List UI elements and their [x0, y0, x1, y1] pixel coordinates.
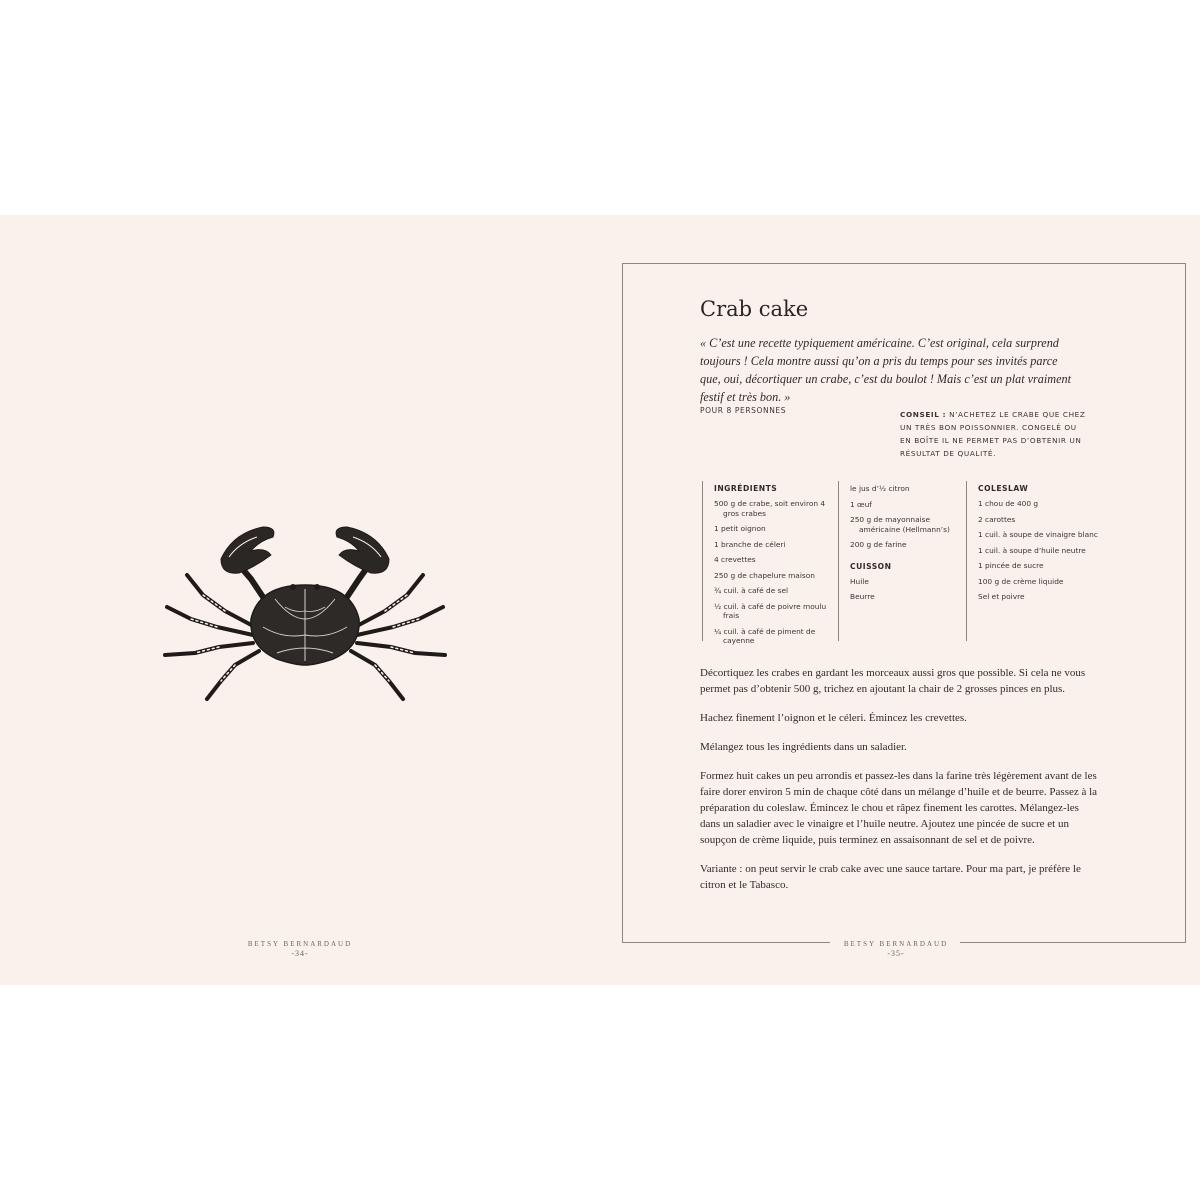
- ingredients-column-1: [702, 481, 830, 645]
- list-item: Beurre: [850, 592, 875, 601]
- list-item: ½ cuil. à café de poivre moulu frais: [714, 601, 827, 620]
- ingredients-list-2: [850, 484, 962, 550]
- recipe-title: Crab cake: [700, 297, 809, 321]
- ingredients-list-1: [714, 499, 830, 646]
- coleslaw-column: [966, 481, 1104, 641]
- list-item: ¾ cuil. à café de sel: [714, 586, 789, 595]
- crab-icon: [155, 515, 455, 705]
- list-item: 1 branche de céleri: [714, 539, 786, 549]
- list-item: Huile: [850, 576, 869, 586]
- list-item: 1 cuil. à soupe d’huile neutre: [978, 545, 1086, 555]
- conseil-label: CONSEIL :: [900, 410, 947, 419]
- list-item: 1 pincée de sucre: [978, 561, 1044, 570]
- list-item: 250 g de chapelure maison: [714, 570, 815, 580]
- book-spread: [0, 215, 1200, 985]
- list-item: 4 crevettes: [714, 555, 756, 564]
- variant-paragraph: Variante : on peut servir le crab cake avec une sauce tartare. Pour ma part, je préfère le citron et le Tabasco.: [700, 863, 1081, 891]
- servings: POUR 8 PERSONNES: [700, 406, 787, 415]
- ingredients-column-2: [838, 481, 962, 641]
- conseil-text: N’ACHETEZ LE CRABE QUE CHEZ UN TRÈS BON POISSONNIER. CONGELÉ OU EN BOÎTE IL NE PERMET PAS D’OBTENIR UN RÉSULTAT DE QUALITÉ.: [900, 410, 1086, 458]
- coleslaw-heading: COLESLAW: [978, 484, 1029, 493]
- step-paragraph: Formez huit cakes un peu arrondis et passez-les dans la farine très légèrement avant de les faire dorer environ 5 min de chaque côté dans un mélange d’huile et de beurre. Passez à la préparation du coleslaw. Émincez le chou et râpez finement les carottes. Mélangez-les dans un saladier avec le vinaigre et l’huile neutre. Ajoutez une pincée de sucre et un soupçon de crème liquide, puis terminez en assaisonnant de sel et de poivre.: [700, 770, 1098, 846]
- list-item: le jus d’½ citron: [850, 484, 910, 493]
- list-item: 1 cuil. à soupe de vinaigre blanc: [978, 530, 1098, 539]
- right-page-footer: [796, 940, 996, 958]
- list-item: 1 chou de 400 g: [978, 499, 1039, 508]
- list-item: 250 g de mayonnaise américaine (Hellmann’s): [850, 515, 950, 534]
- ingredients-heading: INGRÉDIENTS: [714, 484, 778, 493]
- step-paragraph: Mélangez tous les ingrédients dans un saladier.: [700, 741, 907, 753]
- list-item: 100 g de crème liquide: [978, 576, 1064, 586]
- page-number: -35-: [887, 949, 905, 958]
- right-page: [600, 215, 1200, 985]
- left-page-footer: [200, 940, 400, 958]
- list-item: 500 g de crabe, soit environ 4 gros crabes: [714, 499, 826, 518]
- step-paragraph: Décortiquez les crabes en gardant les morceaux aussi gros que possible. Si cela ne vous permet pas d’obtenir 500 g, trichez en ajoutant la chair de 2 grosses pinces en plus.: [700, 667, 1086, 695]
- cuisson-heading: CUISSON: [850, 561, 892, 571]
- page-number: -34-: [291, 949, 309, 958]
- recipe-steps: [700, 665, 1100, 906]
- step-paragraph: Hachez finement l’oignon et le céleri. Émincez les crevettes.: [700, 712, 967, 724]
- conseil-tip: [900, 408, 1090, 460]
- crab-illustration: [155, 515, 455, 705]
- list-item: ¼ cuil. à café de piment de cayenne: [714, 626, 816, 645]
- recipe-quote: « C’est une recette typiquement américaine. C’est original, cela surprend toujours ! Cela montre aussi qu’on a pris du temps pour ses invités parce que, oui, décortiquer un crabe, c’est du boulot ! Mais c’est un plat vraiment festif et très bon. »: [700, 336, 1071, 404]
- footer-author: BETSY BERNARDAUD: [843, 940, 949, 948]
- coleslaw-list: [978, 499, 1104, 602]
- list-item: 2 carottes: [978, 514, 1016, 524]
- list-item: 1 œuf: [850, 499, 872, 509]
- cuisson-list: [850, 577, 962, 602]
- list-item: Sel et poivre: [978, 592, 1025, 601]
- list-item: 1 petit oignon: [714, 524, 766, 533]
- footer-author: BETSY BERNARDAUD: [247, 940, 353, 948]
- left-page: [0, 215, 600, 985]
- list-item: 200 g de farine: [850, 540, 907, 549]
